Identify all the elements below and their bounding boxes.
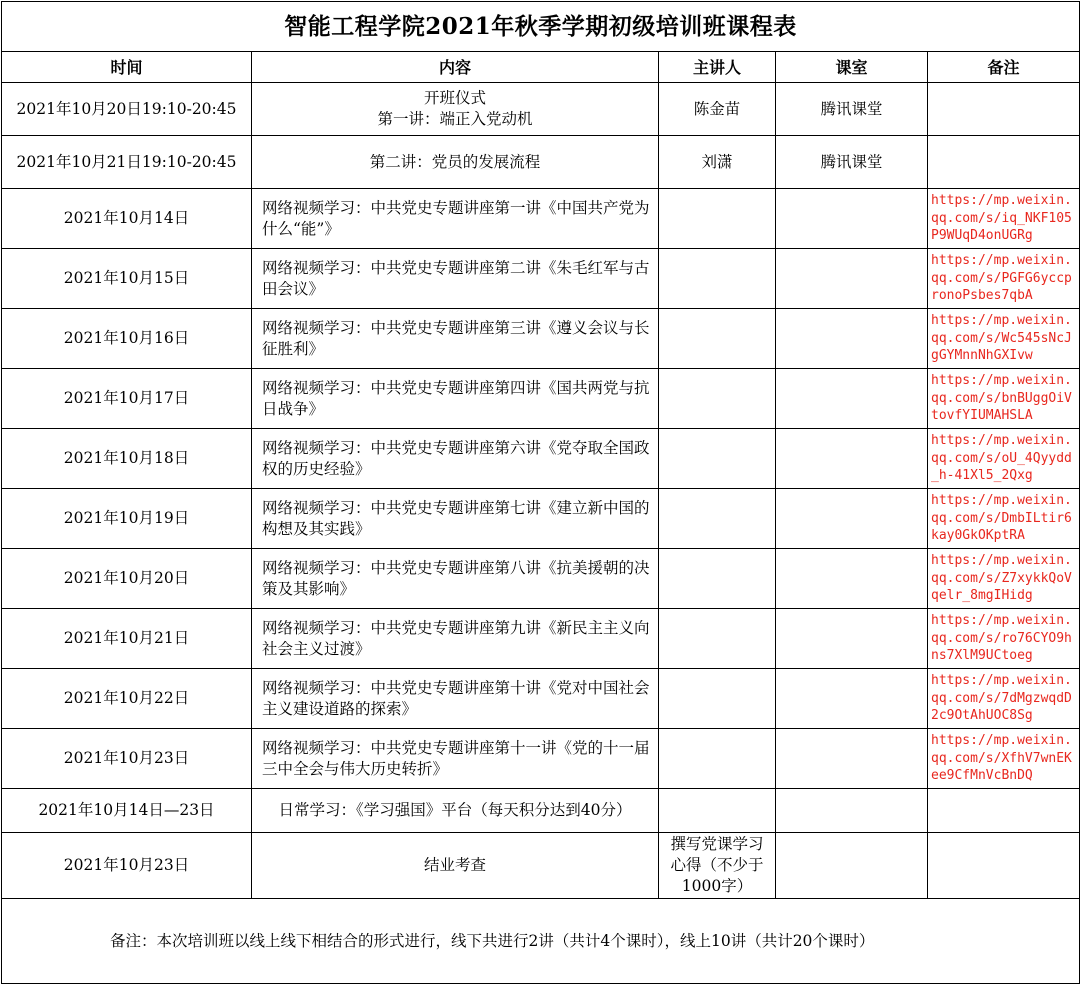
- cell-content: 第二讲：党员的发展流程: [252, 136, 659, 189]
- table-row: [2, 369, 1080, 429]
- cell-content: 日常学习：《学习强国》平台（每天积分达到40分）: [252, 789, 659, 833]
- cell-room: [776, 309, 928, 369]
- cell-room: 腾讯课堂: [776, 136, 928, 189]
- cell-speaker: [659, 669, 776, 729]
- cell-speaker: [659, 369, 776, 429]
- cell-room: [776, 789, 928, 833]
- cell-remark: [928, 136, 1080, 189]
- table-row: [2, 609, 1080, 669]
- note-text: 备注：本次培训班以线上线下相结合的形式进行，线下共进行2讲（共计4个课时），线上10讲（共计20个课时）: [2, 899, 1080, 984]
- cell-remark: [928, 309, 1080, 369]
- video-link[interactable]: https://mp.weixin.qq.com/s/PGFG6yccpronoPsbes7qbA: [931, 253, 1072, 303]
- cell-content: 网络视频学习：中共党史专题讲座第十讲《党对中国社会主义建设道路的探索》: [252, 669, 659, 729]
- content-line: 开班仪式: [423, 89, 486, 107]
- table-row: [2, 489, 1080, 549]
- table-row: [2, 789, 1080, 833]
- video-link[interactable]: https://mp.weixin.qq.com/s/iq_NKF105P9WUqD4onUGRg: [931, 193, 1072, 243]
- cell-speaker: [659, 249, 776, 309]
- table-row: [2, 189, 1080, 249]
- cell-room: 腾讯课堂: [776, 83, 928, 136]
- table-row: [2, 249, 1080, 309]
- video-link[interactable]: https://mp.weixin.qq.com/s/ro76CYO9hns7XlM9UCtoeg: [931, 613, 1072, 663]
- table-row: [2, 136, 1080, 189]
- table-title: 智能工程学院2021年秋季学期初级培训班课程表: [2, 2, 1080, 52]
- cell-speaker: [659, 309, 776, 369]
- cell-content: 网络视频学习：中共党史专题讲座第六讲《党夺取全国政权的历史经验》: [252, 429, 659, 489]
- video-link[interactable]: https://mp.weixin.qq.com/s/Z7xykkQoVqelr_8mgIHidg: [931, 553, 1072, 603]
- cell-speaker: [659, 729, 776, 789]
- cell-time: 2021年10月18日: [2, 429, 252, 489]
- cell-content: 网络视频学习：中共党史专题讲座第四讲《国共两党与抗日战争》: [252, 369, 659, 429]
- header-time: 时间: [2, 52, 252, 83]
- cell-room: [776, 833, 928, 899]
- cell-room: [776, 189, 928, 249]
- table-row: [2, 309, 1080, 369]
- cell-content: 网络视频学习：中共党史专题讲座第八讲《抗美援朝的决策及其影响》: [252, 549, 659, 609]
- content-line: 第一讲：端正入党动机: [377, 110, 533, 128]
- note-row: [2, 899, 1080, 984]
- cell-time: 2021年10月21日19:10-20:45: [2, 136, 252, 189]
- cell-time: 2021年10月15日: [2, 249, 252, 309]
- cell-time: 2021年10月20日: [2, 549, 252, 609]
- cell-room: [776, 429, 928, 489]
- video-link[interactable]: https://mp.weixin.qq.com/s/bnBUggOiVtovfYIUMAHSLA: [931, 373, 1072, 423]
- cell-time: 2021年10月23日: [2, 729, 252, 789]
- cell-time: 2021年10月22日: [2, 669, 252, 729]
- header-row: [2, 52, 1080, 83]
- cell-remark: [928, 549, 1080, 609]
- cell-room: [776, 249, 928, 309]
- cell-content: 网络视频学习：中共党史专题讲座第七讲《建立新中国的构想及其实践》: [252, 489, 659, 549]
- table-row: [2, 669, 1080, 729]
- video-link[interactable]: https://mp.weixin.qq.com/s/XfhV7wnEKee9CfMnVcBnDQ: [931, 733, 1072, 783]
- cell-speaker: [659, 789, 776, 833]
- cell-content: 网络视频学习：中共党史专题讲座第二讲《朱毛红军与古田会议》: [252, 249, 659, 309]
- cell-speaker: [659, 549, 776, 609]
- cell-speaker: [659, 189, 776, 249]
- table-row: [2, 83, 1080, 136]
- table-row: [2, 549, 1080, 609]
- cell-speaker: 撰写党课学习心得（不少于1000字）: [659, 833, 776, 899]
- cell-time: 2021年10月21日: [2, 609, 252, 669]
- cell-room: [776, 669, 928, 729]
- cell-content: 结业考查: [252, 833, 659, 899]
- cell-room: [776, 549, 928, 609]
- cell-content: 网络视频学习：中共党史专题讲座第一讲《中国共产党为什么“能”》: [252, 189, 659, 249]
- video-link[interactable]: https://mp.weixin.qq.com/s/Wc545sNcJgGYMnnNhGXIvw: [931, 313, 1072, 363]
- header-speaker: 主讲人: [659, 52, 776, 83]
- cell-speaker: 陈金苗: [659, 83, 776, 136]
- cell-time: 2021年10月14日: [2, 189, 252, 249]
- cell-time: 2021年10月23日: [2, 833, 252, 899]
- cell-content: 网络视频学习：中共党史专题讲座第十一讲《党的十一届三中全会与伟大历史转折》: [252, 729, 659, 789]
- cell-content: 网络视频学习：中共党史专题讲座第九讲《新民主主义向社会主义过渡》: [252, 609, 659, 669]
- cell-remark: [928, 669, 1080, 729]
- cell-room: [776, 729, 928, 789]
- cell-content: [252, 83, 659, 136]
- table-row: [2, 833, 1080, 899]
- cell-remark: [928, 789, 1080, 833]
- cell-remark: [928, 609, 1080, 669]
- cell-speaker: [659, 609, 776, 669]
- table-row: [2, 729, 1080, 789]
- table-row: [2, 429, 1080, 489]
- cell-time: 2021年10月14日—23日: [2, 789, 252, 833]
- cell-remark: [928, 249, 1080, 309]
- video-link[interactable]: https://mp.weixin.qq.com/s/7dMgzwqdD2c9OtAhUOC8Sg: [931, 673, 1072, 723]
- cell-remark: [928, 489, 1080, 549]
- cell-room: [776, 609, 928, 669]
- cell-room: [776, 489, 928, 549]
- video-link[interactable]: https://mp.weixin.qq.com/s/DmbILtir6kay0GkOKptRA: [931, 493, 1072, 543]
- video-link[interactable]: https://mp.weixin.qq.com/s/oU_4Qyydd_h-41Xl5_2Qxg: [931, 433, 1072, 483]
- cell-speaker: 刘潇: [659, 136, 776, 189]
- cell-speaker: [659, 429, 776, 489]
- cell-remark: [928, 429, 1080, 489]
- cell-remark: [928, 189, 1080, 249]
- cell-content: 网络视频学习：中共党史专题讲座第三讲《遵义会议与长征胜利》: [252, 309, 659, 369]
- cell-time: 2021年10月17日: [2, 369, 252, 429]
- cell-time: 2021年10月20日19:10-20:45: [2, 83, 252, 136]
- schedule-table: [1, 1, 1080, 984]
- header-content: 内容: [252, 52, 659, 83]
- cell-remark: [928, 369, 1080, 429]
- header-remark: 备注: [928, 52, 1080, 83]
- cell-remark: [928, 83, 1080, 136]
- cell-remark: [928, 833, 1080, 899]
- cell-room: [776, 369, 928, 429]
- cell-remark: [928, 729, 1080, 789]
- cell-speaker: [659, 489, 776, 549]
- cell-time: 2021年10月19日: [2, 489, 252, 549]
- cell-time: 2021年10月16日: [2, 309, 252, 369]
- header-room: 课室: [776, 52, 928, 83]
